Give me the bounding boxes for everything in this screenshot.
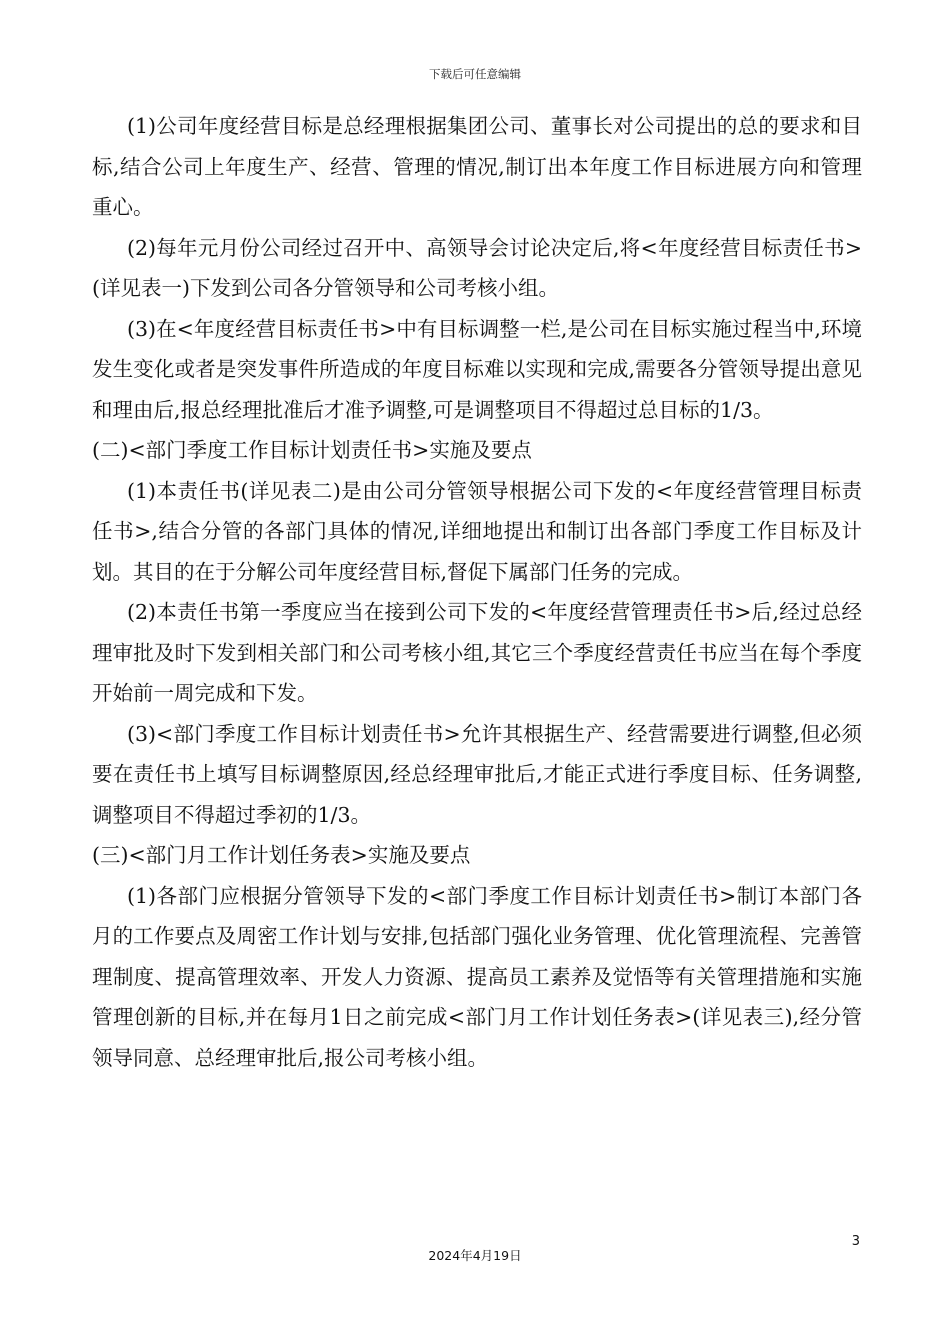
paragraph: (1)本责任书(详见表二)是由公司分管领导根据公司下发的<年度经营管理目标责任书>,结合分管的各部门具体的情况,详细地提出和制订出各部门季度工作目标及计划。其目的在于分解公司年度经营目标,督促下属部门任务的完成。 xyxy=(92,478,862,584)
section-heading: (三)<部门月工作计划任务表>实施及要点 xyxy=(92,843,471,867)
document-body xyxy=(92,106,862,1078)
paragraph: (3)<部门季度工作目标计划责任书>允许其根据生产、经营需要进行调整,但必须要在责任书上填写目标调整原因,经总经理审批后,才能正式进行季度目标、任务调整,调整项目不得超过季初的1/3。 xyxy=(92,721,862,827)
paragraph: (2)本责任书第一季度应当在接到公司下发的<年度经营管理责任书>后,经过总经理审批及时下发到相关部门和公司考核小组,其它三个季度经营责任书应当在每个季度开始前一周完成和下发。 xyxy=(92,600,862,705)
page-header: 下载后可任意编辑 xyxy=(429,67,521,81)
section-heading: (二)<部门季度工作目标计划责任书>实施及要点 xyxy=(92,438,532,462)
paragraph: (1)公司年度经营目标是总经理根据集团公司、董事长对公司提出的总的要求和目标,结合公司上年度生产、经营、管理的情况,制订出本年度工作目标进展方向和管理重心。 xyxy=(92,114,862,219)
paragraph: (1)各部门应根据分管领导下发的<部门季度工作目标计划责任书>制订本部门各月的工作要点及周密工作计划与安排,包括部门强化业务管理、优化管理流程、完善管理制度、提高管理效率、开发人力资源、提高员工素养及觉悟等有关管理措施和实施管理创新的目标,并在每月1日之前完成<部门月工作计划任务表>(详见表三),经分管领导同意、总经理审批后,报公司考核小组。 xyxy=(92,883,862,1070)
page-number: 3 xyxy=(851,1234,860,1249)
page-footer-date: 2024年4月19日 xyxy=(428,1248,522,1263)
paragraph: (2)每年元月份公司经过召开中、高领导会讨论决定后,将<年度经营目标责任书>(详见表一)下发到公司各分管领导和公司考核小组。 xyxy=(92,235,862,300)
paragraph: (3)在<年度经营目标责任书>中有目标调整一栏,是公司在目标实施过程当中,环境发生变化或者是突发事件所造成的年度目标难以实现和完成,需要各分管领导提出意见和理由后,报总经理批准后才准予调整,可是调整项目不得超过总目标的1/3。 xyxy=(92,316,862,422)
